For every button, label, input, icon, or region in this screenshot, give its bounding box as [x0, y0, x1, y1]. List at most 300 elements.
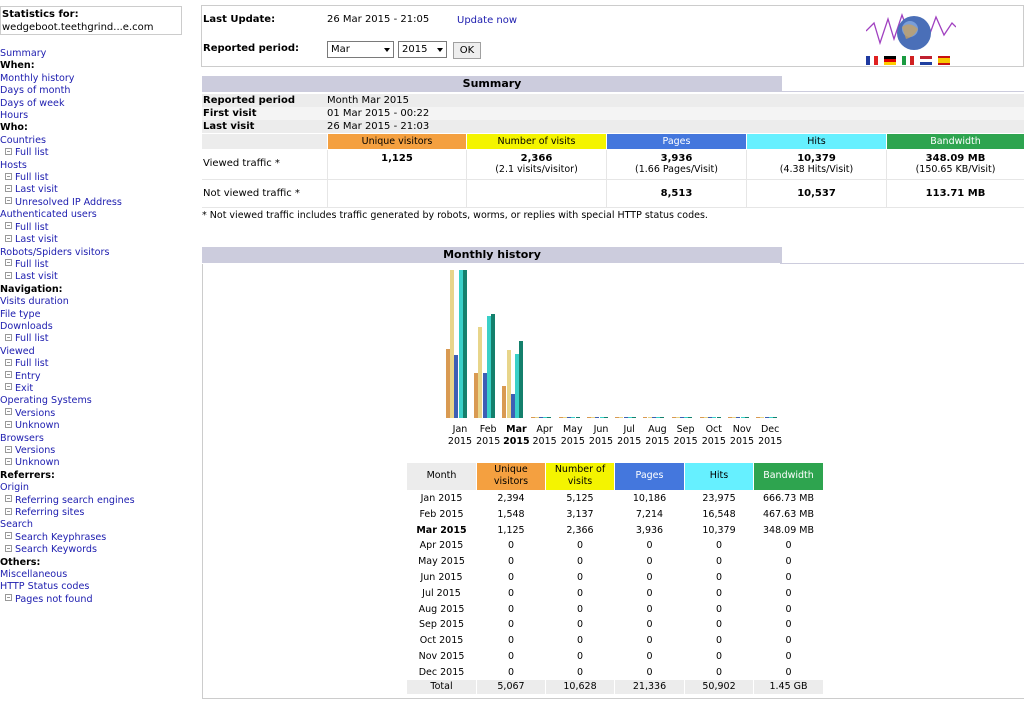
submenu-bullet-icon: [5, 359, 12, 366]
table-cell: 0: [576, 540, 584, 552]
menu-item-full-list[interactable]: [0, 222, 200, 234]
viewed-value-sub: (4.38 Hits/Visit): [779, 164, 854, 175]
table-row-month: Sep 2015: [418, 619, 465, 631]
monthly-history-chart: [444, 268, 790, 420]
table-cell: 0: [576, 587, 584, 599]
menu-item-search-keywords[interactable]: [0, 544, 200, 556]
first-visit-row: [202, 107, 1024, 120]
menu-label: Hours: [0, 110, 29, 122]
table-total-cell: 21,336: [615, 680, 684, 694]
reported-period-value: Month Mar 2015: [327, 95, 410, 106]
menu-item-hours[interactable]: [0, 110, 200, 122]
table-row-month: Mar 2015: [416, 524, 467, 536]
submenu-bullet-icon: [5, 334, 12, 341]
chevron-down-icon: [437, 48, 443, 52]
menu-item-last-visit[interactable]: [0, 234, 200, 246]
menu-label: Last visit: [15, 271, 58, 283]
submenu-bullet-icon: [5, 173, 12, 180]
month-year: 2015: [503, 436, 530, 447]
table-row-month: Jan 2015: [420, 493, 463, 504]
month-select-value: Mar: [331, 44, 350, 55]
chart-month-label: [643, 424, 671, 448]
viewed-value-main: 10,379: [797, 153, 836, 164]
menu-label: Referring search engines: [15, 494, 135, 506]
table-cell: 0: [785, 572, 792, 583]
first-visit-value: 01 Mar 2015 - 00:22: [327, 108, 430, 119]
table-cell: 2,366: [566, 524, 594, 536]
menu-item-authenticated-users[interactable]: [0, 209, 200, 221]
table-cell: 0: [715, 619, 723, 631]
menu-label: HTTP Status codes: [0, 581, 90, 593]
viewed-value-main: 348.09 MB: [925, 153, 986, 164]
table-row-month: Jul 2015: [422, 587, 461, 599]
table-cell: 0: [646, 619, 653, 631]
menu-label: Origin: [0, 482, 29, 494]
viewed-value: [887, 153, 1024, 175]
chart-month-label: [728, 424, 756, 448]
menu-label: Search Keyphrases: [15, 531, 107, 543]
summary-header-blank: [202, 134, 327, 149]
submenu-bullet-icon: [5, 371, 12, 378]
menu-label: Full list: [15, 358, 49, 370]
submenu-bullet-icon: [5, 532, 12, 539]
table-cell: 10,379: [702, 524, 736, 536]
bar-bandwidth-mar: [519, 341, 523, 418]
menu-item-visits-duration[interactable]: [0, 296, 200, 308]
bar-bandwidth-apr: [547, 417, 551, 418]
menu-item-referring-sites[interactable]: [0, 507, 200, 519]
last-visit-row: [202, 120, 1024, 133]
chart-month-label: [446, 424, 474, 448]
last-visit-value: 26 Mar 2015 - 21:03: [327, 121, 430, 132]
table-row-month: Oct 2015: [419, 635, 464, 647]
menu-label: Operating Systems: [0, 395, 92, 407]
month-name: Nov: [732, 424, 752, 435]
menu-item-unknown[interactable]: [0, 420, 200, 432]
table-cell: 0: [507, 556, 515, 568]
month-year: 2015: [673, 436, 698, 447]
table-total-cell: 1.45 GB: [754, 680, 823, 694]
menu-label: Search Keywords: [15, 544, 97, 556]
menu-item-countries[interactable]: [0, 135, 200, 147]
col-unique-visitors: Unique visitors: [328, 134, 466, 149]
table-cell: 0: [576, 666, 584, 678]
reported-period-key: Reported period: [203, 95, 295, 106]
menu-item-full-list[interactable]: [0, 147, 200, 159]
menu-item-robots-spiders-visitors[interactable]: [0, 247, 200, 259]
not-viewed-value: 8,513: [660, 188, 693, 199]
sidebar-menu: [0, 48, 200, 606]
table-cell: 0: [507, 572, 515, 583]
col-number-of-visits: Number of visits: [467, 134, 606, 149]
month-year: 2015: [645, 436, 670, 447]
table-cell: 348.09 MB: [763, 524, 814, 536]
table-row-month: Aug 2015: [418, 603, 465, 615]
bar-bandwidth-nov: [745, 417, 749, 418]
menu-header-referrers: [0, 470, 200, 482]
table-cell: 7,214: [635, 508, 664, 520]
not-viewed-value: 113.71 MB: [925, 188, 986, 199]
month-year: 2015: [447, 436, 473, 447]
table-cell: 0: [507, 619, 515, 631]
table-row-month: Feb 2015: [419, 508, 464, 520]
menu-item-file-type[interactable]: [0, 309, 200, 321]
month-year: 2015: [758, 436, 783, 447]
menu-item-full-list[interactable]: [0, 259, 200, 271]
viewed-value: [607, 153, 746, 175]
menu-item-days-of-week[interactable]: [0, 98, 200, 110]
table-cell: 0: [785, 651, 792, 662]
chart-month-label: [587, 424, 615, 448]
viewed-value-main: 1,125: [381, 153, 413, 164]
menu-label: Viewed: [0, 345, 35, 357]
table-cell: 0: [715, 540, 723, 552]
menu-label: Monthly history: [0, 72, 75, 84]
menu-item-days-of-month[interactable]: [0, 85, 200, 97]
month-name: Jun: [593, 424, 609, 435]
site-name: wedgeboot.teethgrind...e.com: [2, 22, 154, 33]
submenu-bullet-icon: [5, 446, 12, 453]
submenu-bullet-icon: [5, 197, 12, 204]
menu-item-summary[interactable]: [0, 48, 200, 60]
year-select[interactable]: [398, 41, 447, 58]
flag-it-icon[interactable]: [902, 56, 914, 65]
flag-es-icon[interactable]: [938, 56, 950, 65]
table-cell: 0: [785, 587, 792, 599]
reported-period-label: Reported period:: [203, 43, 299, 54]
table-total-cell: 5,067: [477, 680, 545, 694]
table-cell: 0: [646, 540, 653, 552]
menu-label: Full list: [15, 221, 49, 233]
menu-item-unknown[interactable]: [0, 457, 200, 469]
viewed-value-sub: (150.65 KB/Visit): [915, 164, 996, 175]
table-cell: 0: [715, 635, 723, 647]
table-header-unique-visitors: Unique visitors: [477, 463, 545, 490]
table-cell: 0: [785, 540, 792, 552]
menu-item-full-list[interactable]: [0, 172, 200, 184]
menu-item-full-list[interactable]: [0, 358, 200, 370]
menu-item-hosts[interactable]: [0, 160, 200, 172]
menu-label: Full list: [15, 172, 49, 184]
table-header-hits: Hits: [685, 463, 753, 490]
month-name: Sep: [676, 424, 695, 435]
menu-label: Robots/Spiders visitors: [0, 246, 110, 258]
bar-bandwidth-jun: [604, 417, 608, 418]
reported-period-row: [202, 94, 1024, 107]
table-total-cell: 50,902: [685, 680, 753, 694]
table-cell: 10,186: [632, 493, 667, 504]
submenu-bullet-icon: [5, 508, 12, 515]
table-cell: 0: [576, 556, 584, 568]
table-row-month: May 2015: [418, 556, 465, 568]
menu-item-pages-not-found[interactable]: [0, 594, 200, 606]
menu-label: Search: [0, 519, 33, 531]
table-cell: 0: [715, 666, 723, 678]
update-now-link[interactable]: Update now: [457, 15, 518, 26]
table-row-month: Nov 2015: [418, 651, 465, 662]
history-divider: [780, 263, 1024, 264]
menu-item-origin[interactable]: [0, 482, 200, 494]
col-bandwidth: Bandwidth: [887, 134, 1024, 149]
viewed-value: [328, 153, 466, 164]
month-year: 2015: [701, 436, 726, 447]
table-cell: 0: [507, 603, 515, 615]
menu-label: Navigation:: [0, 283, 63, 295]
menu-header-navigation: [0, 284, 200, 296]
menu-label: Exit: [15, 382, 34, 394]
table-cell: 467.63 MB: [763, 508, 814, 520]
month-name: Dec: [760, 424, 780, 435]
month-name: Oct: [705, 424, 723, 435]
table-total-cell: 10,628: [546, 680, 614, 694]
table-cell: 0: [785, 603, 792, 615]
bar-bandwidth-oct: [717, 417, 721, 418]
table-cell: 0: [507, 635, 515, 647]
last-update-value: 26 Mar 2015 - 21:05: [327, 14, 430, 25]
table-cell: 2,394: [497, 493, 525, 504]
not-viewed-value: 10,537: [797, 188, 836, 199]
chart-month-label: [615, 424, 643, 448]
menu-label: Days of month: [0, 85, 71, 97]
menu-label: Unresolved IP Address: [15, 196, 122, 208]
table-header-bandwidth: Bandwidth: [754, 463, 823, 490]
menu-label: Miscellaneous: [0, 569, 68, 581]
menu-item-search-keyphrases[interactable]: [0, 532, 200, 544]
month-name: Aug: [648, 424, 667, 435]
month-name: Jan: [452, 424, 468, 435]
submenu-bullet-icon: [5, 222, 12, 229]
not-viewed-traffic-label: Not viewed traffic *: [203, 188, 300, 199]
table-cell: 5,125: [566, 493, 594, 504]
menu-label: Pages not found: [15, 593, 93, 605]
menu-label: Referring sites: [15, 507, 85, 519]
submenu-bullet-icon: [5, 259, 12, 266]
table-cell: 0: [576, 651, 584, 662]
summary-section-title: Summary: [202, 76, 782, 92]
viewed-value-main: 3,936: [660, 153, 693, 164]
last-update-label: Last Update:: [203, 14, 276, 25]
month-year: 2015: [532, 436, 557, 447]
summary-footnote: * Not viewed traffic includes traffic generated by robots, worms, or replies with special HTTP status codes.: [202, 210, 708, 221]
month-name: May: [562, 424, 583, 435]
menu-label: Unknown: [15, 457, 60, 469]
table-row-month: Jun 2015: [420, 572, 463, 583]
menu-item-versions[interactable]: [0, 445, 200, 457]
table-total-label: Total: [407, 680, 476, 694]
submenu-bullet-icon: [5, 148, 12, 155]
table-cell: 666.73 MB: [763, 493, 814, 504]
menu-label: Days of week: [0, 97, 65, 109]
top-info-box: [201, 5, 1024, 67]
history-bottom-border: [202, 698, 1024, 699]
menu-header-who: [0, 122, 200, 134]
table-cell: 1,125: [497, 524, 525, 536]
bar-bandwidth-may: [576, 417, 580, 418]
submenu-bullet-icon: [5, 421, 12, 428]
menu-item-http-status-codes[interactable]: [0, 581, 200, 593]
viewed-value-sub: (1.66 Pages/Visit): [635, 164, 718, 175]
menu-label: Full list: [15, 147, 49, 159]
menu-item-monthly-history[interactable]: [0, 73, 200, 85]
col-pages: Pages: [607, 134, 746, 149]
submenu-bullet-icon: [5, 545, 12, 552]
viewed-value-sub: (2.1 visits/visitor): [495, 164, 578, 175]
table-cell: 23,975: [702, 493, 736, 504]
year-select-value: 2015: [402, 44, 428, 55]
month-name: Mar: [506, 424, 527, 435]
table-header-month: Month: [407, 463, 476, 490]
table-cell: 0: [785, 556, 792, 568]
menu-label: When:: [0, 60, 35, 72]
menu-item-last-visit[interactable]: [0, 184, 200, 196]
table-cell: 0: [507, 540, 515, 552]
viewed-traffic-label: Viewed traffic *: [203, 158, 280, 169]
menu-header-when: [0, 60, 200, 72]
month-name: Jul: [623, 424, 635, 435]
chevron-down-icon: [384, 48, 390, 52]
menu-label: Versions: [15, 445, 56, 456]
bar-bandwidth-jul: [632, 417, 636, 418]
menu-item-referring-search-engines[interactable]: [0, 495, 200, 507]
chart-month-label: [559, 424, 587, 448]
chart-month-label: [700, 424, 728, 448]
menu-item-last-visit[interactable]: [0, 271, 200, 283]
table-row-month: Apr 2015: [419, 540, 464, 552]
history-left-border: [202, 264, 203, 699]
viewed-value: [467, 153, 606, 175]
table-cell: 0: [715, 651, 723, 662]
menu-item-unresolved-ip-address[interactable]: [0, 197, 200, 209]
menu-label: Summary: [0, 48, 47, 59]
menu-item-exit[interactable]: [0, 383, 200, 395]
table-cell: 0: [785, 666, 792, 678]
table-cell: 0: [576, 572, 584, 583]
table-cell: 0: [646, 556, 653, 568]
stats-for-box: [0, 6, 182, 35]
awstats-logo-icon: [866, 9, 956, 54]
table-cell: 0: [646, 572, 653, 583]
month-year: 2015: [560, 436, 585, 447]
menu-item-viewed[interactable]: [0, 346, 200, 358]
bar-bandwidth-feb: [491, 314, 495, 418]
month-name: Apr: [536, 424, 553, 435]
table-cell: 0: [576, 635, 584, 647]
flag-fr-icon[interactable]: [866, 56, 878, 65]
table-cell: 0: [646, 635, 653, 647]
menu-item-downloads[interactable]: [0, 321, 200, 333]
first-visit-key: First visit: [203, 108, 257, 119]
chart-month-label: [672, 424, 700, 448]
stats-for-label: Statistics for:: [2, 9, 79, 20]
menu-item-full-list[interactable]: [0, 333, 200, 345]
chart-month-label: [502, 424, 530, 448]
table-cell: 0: [646, 587, 653, 599]
table-cell: 0: [715, 556, 723, 568]
menu-item-miscellaneous[interactable]: [0, 569, 200, 581]
menu-label: Who:: [0, 122, 28, 134]
table-header-number-of-visits: Number of visits: [546, 463, 614, 490]
menu-label: Full list: [15, 258, 49, 270]
menu-item-entry[interactable]: [0, 371, 200, 383]
table-cell: 1,548: [497, 508, 525, 520]
month-year: 2015: [617, 436, 642, 447]
table-header-pages: Pages: [615, 463, 684, 490]
flag-de-icon[interactable]: [884, 56, 896, 65]
menu-label: Authenticated users: [0, 209, 97, 221]
table-cell: 0: [646, 603, 653, 615]
bar-bandwidth-aug: [660, 417, 664, 418]
viewed-value-main: 2,366: [520, 153, 553, 164]
bar-bandwidth-dec: [773, 417, 777, 418]
submenu-bullet-icon: [5, 458, 12, 465]
menu-label: Countries: [0, 134, 47, 146]
menu-item-versions[interactable]: [0, 408, 200, 420]
col-hits: Hits: [747, 134, 886, 149]
table-cell: 0: [715, 587, 723, 599]
menu-label: Browsers: [0, 432, 44, 444]
menu-label: Downloads: [0, 320, 53, 332]
month-select[interactable]: [327, 41, 394, 58]
submenu-bullet-icon: [5, 495, 12, 502]
table-cell: 16,548: [702, 508, 736, 520]
table-row-month: Dec 2015: [418, 666, 465, 678]
submenu-bullet-icon: [5, 272, 12, 279]
submenu-bullet-icon: [5, 594, 12, 601]
chart-month-label: [531, 424, 559, 448]
menu-label: Others:: [0, 556, 41, 568]
menu-label: Versions: [15, 407, 56, 419]
menu-header-others: [0, 557, 200, 569]
last-visit-key: Last visit: [203, 121, 255, 132]
menu-item-browsers[interactable]: [0, 433, 200, 445]
table-cell: 0: [507, 666, 515, 678]
table-cell: 3,936: [635, 524, 664, 536]
menu-label: File type: [0, 308, 41, 320]
menu-label: Visits duration: [0, 296, 69, 308]
table-cell: 0: [646, 651, 653, 662]
submenu-bullet-icon: [5, 408, 12, 415]
ok-button[interactable]: OK: [453, 42, 481, 59]
menu-label: Unknown: [15, 420, 60, 432]
table-cell: 0: [646, 666, 653, 678]
bar-bandwidth-sep: [688, 417, 692, 418]
chart-month-label: [474, 424, 502, 448]
month-year: 2015: [588, 436, 614, 447]
table-cell: 0: [507, 587, 515, 599]
table-cell: 0: [785, 619, 792, 631]
menu-item-operating-systems[interactable]: [0, 395, 200, 407]
table-cell: 0: [715, 572, 723, 583]
bar-bandwidth-jan: [463, 270, 467, 418]
viewed-value: [747, 153, 886, 175]
table-cell: 0: [576, 619, 584, 631]
submenu-bullet-icon: [5, 185, 12, 192]
menu-label: Referrers:: [0, 469, 55, 481]
chart-month-label: [756, 424, 784, 448]
table-cell: 0: [715, 603, 723, 615]
flag-nl-icon[interactable]: [920, 56, 932, 65]
monthly-history-title: Monthly history: [202, 247, 782, 263]
month-name: Feb: [479, 424, 497, 435]
month-year: 2015: [729, 436, 755, 447]
menu-label: Last visit: [15, 234, 58, 246]
month-year: 2015: [476, 436, 501, 447]
menu-label: Entry: [15, 370, 41, 382]
menu-label: Full list: [15, 333, 49, 345]
menu-item-search[interactable]: [0, 519, 200, 531]
menu-label: Hosts: [0, 159, 27, 171]
table-cell: 3,137: [566, 508, 594, 520]
